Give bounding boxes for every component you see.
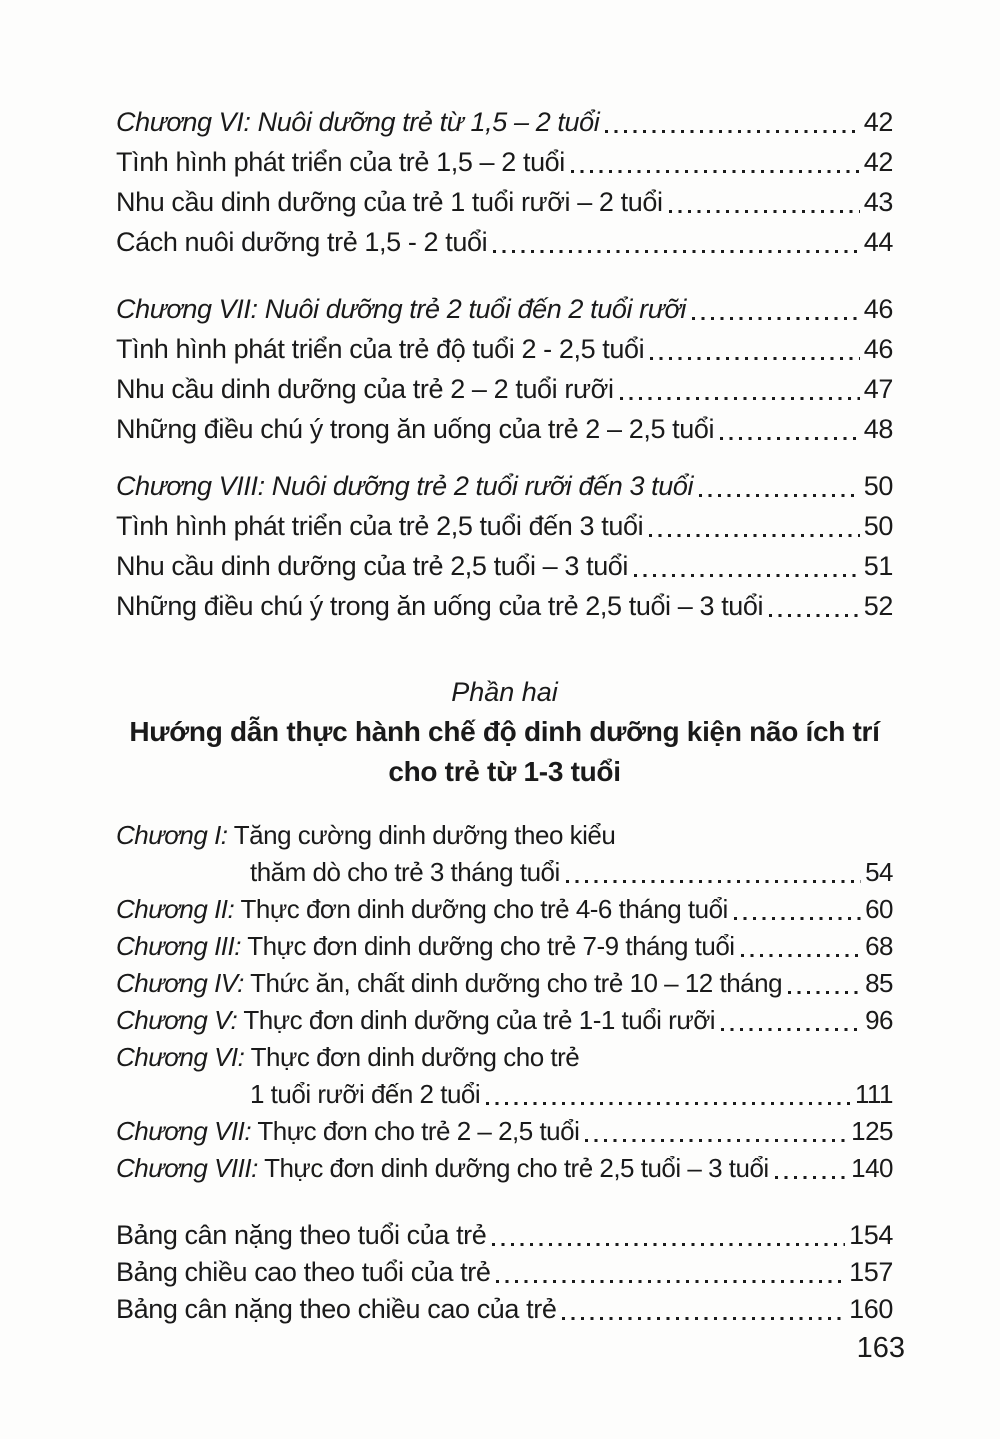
toc-entry bbox=[116, 586, 893, 626]
dot-leader bbox=[496, 1280, 845, 1283]
toc-entry-title: Tăng cường dinh dưỡng theo kiểu bbox=[227, 820, 616, 850]
toc-entry-chapter: Chương VIII: bbox=[116, 1153, 258, 1183]
toc-entry-title: Bảng cân nặng theo tuổi của trẻ bbox=[116, 1220, 487, 1250]
toc-entry bbox=[116, 1113, 893, 1150]
toc-entry bbox=[116, 289, 893, 329]
toc-group-chuong-vi bbox=[116, 102, 893, 262]
toc-entry-text bbox=[116, 102, 599, 142]
toc-part2-list bbox=[116, 817, 893, 1187]
toc-page-ref: 46 bbox=[863, 294, 893, 324]
toc-entry-chapter: Chương VII: bbox=[116, 1116, 252, 1146]
toc-entry bbox=[116, 1039, 893, 1076]
toc-entry-chapter: Chương I: bbox=[116, 820, 228, 850]
toc-entry bbox=[116, 182, 893, 222]
toc-entry-text bbox=[250, 1076, 480, 1113]
toc-page-ref: 85 bbox=[865, 968, 893, 998]
toc-entry-text bbox=[116, 329, 644, 369]
dot-leader bbox=[493, 250, 860, 253]
folio-page-number: 163 bbox=[856, 1332, 905, 1364]
toc-entry-title: 1 tuổi rưỡi đến 2 tuổi bbox=[250, 1079, 481, 1109]
toc-entry-text bbox=[116, 1217, 486, 1254]
toc-page-ref: 52 bbox=[863, 591, 893, 621]
toc-entry-chapter: Chương VIII: Nuôi dưỡng trẻ 2 tuổi rưỡi đến 3 tuổi bbox=[116, 471, 694, 501]
toc-page-ref: 60 bbox=[865, 894, 893, 924]
toc-entry-continuation bbox=[116, 854, 893, 891]
toc-entry bbox=[116, 546, 893, 586]
toc-entry-title: Thực đơn dinh dưỡng cho trẻ 7-9 tháng tuổi bbox=[240, 931, 735, 961]
toc-page-ref: 46 bbox=[863, 334, 893, 364]
toc-entry bbox=[116, 1150, 893, 1187]
toc-entry-text bbox=[116, 965, 782, 1002]
toc-page-ref: 44 bbox=[863, 227, 893, 257]
toc-entry-text bbox=[116, 466, 693, 506]
dot-leader bbox=[669, 210, 860, 213]
dot-leader bbox=[649, 534, 860, 537]
dot-leader bbox=[566, 880, 861, 883]
part-title-line2: cho trẻ từ 1-3 tuổi bbox=[388, 756, 621, 787]
dot-leader bbox=[620, 397, 860, 400]
toc-entry-title: Những điều chú ý trong ăn uống của trẻ 2 – 2,5 tuổi bbox=[116, 414, 715, 444]
toc-page-ref: 68 bbox=[865, 931, 893, 961]
toc-group-chuong-viii bbox=[116, 466, 893, 626]
dot-leader bbox=[585, 1139, 847, 1142]
toc-entry-text bbox=[116, 182, 663, 222]
toc-entry-title: Bảng chiều cao theo tuổi của trẻ bbox=[116, 1257, 491, 1287]
toc-page-ref: 154 bbox=[849, 1220, 893, 1250]
dot-leader bbox=[692, 317, 860, 320]
toc-entry-chapter: Chương V: bbox=[116, 1005, 238, 1035]
toc-entry-text bbox=[116, 1002, 715, 1039]
toc-entry bbox=[116, 1291, 893, 1328]
toc-entry-chapter: Chương III: bbox=[116, 931, 241, 961]
toc-entry-continuation bbox=[116, 1076, 893, 1113]
dot-leader bbox=[788, 991, 861, 994]
dot-leader bbox=[769, 614, 860, 617]
toc-entry-text bbox=[116, 506, 643, 546]
toc-entry-title: Nhu cầu dinh dưỡng của trẻ 1 tuổi rưỡi – 2 tuổi bbox=[116, 187, 663, 217]
toc-page-ref: 50 bbox=[863, 511, 893, 541]
toc-entry bbox=[116, 466, 893, 506]
dot-leader bbox=[720, 437, 860, 440]
toc-entry-text bbox=[116, 222, 487, 262]
dot-leader bbox=[571, 170, 860, 173]
toc-page-ref: 51 bbox=[863, 551, 893, 581]
toc-entry-title: Thức ăn, chất dinh dưỡng cho trẻ 10 – 12 tháng bbox=[243, 968, 783, 998]
toc-entry-title: Tình hình phát triển của trẻ 1,5 – 2 tuổi bbox=[116, 147, 565, 177]
toc-entry-title: Tình hình phát triển của trẻ 2,5 tuổi đến 3 tuổi bbox=[116, 511, 644, 541]
toc-page-ref: 50 bbox=[863, 471, 893, 501]
toc-entry-text bbox=[116, 409, 714, 449]
toc-entry-title: Những điều chú ý trong ăn uống của trẻ 2,5 tuổi – 3 tuổi bbox=[116, 591, 764, 621]
toc-entry bbox=[116, 222, 893, 262]
toc-entry bbox=[116, 1217, 893, 1254]
toc-page-ref: 160 bbox=[849, 1294, 893, 1324]
toc-entry-text bbox=[116, 1113, 579, 1150]
toc-entry-text bbox=[116, 1254, 490, 1291]
toc-entry-chapter: Chương VI: Nuôi dưỡng trẻ từ 1,5 – 2 tuổi bbox=[116, 107, 600, 137]
toc-entry-text bbox=[116, 369, 614, 409]
toc-page-ref: 54 bbox=[865, 857, 893, 887]
toc-page-ref: 47 bbox=[863, 374, 893, 404]
part-heading bbox=[116, 672, 893, 792]
dot-leader bbox=[492, 1243, 845, 1246]
dot-leader bbox=[650, 357, 860, 360]
toc-entry-title: Tình hình phát triển của trẻ độ tuổi 2 - 2,5 tuổi bbox=[116, 334, 645, 364]
toc-entry-chapter: Chương IV: bbox=[116, 968, 244, 998]
toc-entry bbox=[116, 329, 893, 369]
dot-leader bbox=[775, 1176, 847, 1179]
toc-page-ref: 111 bbox=[854, 1079, 893, 1109]
toc-entry-text bbox=[250, 854, 560, 891]
toc-entry-title: Thực đơn cho trẻ 2 – 2,5 tuổi bbox=[251, 1116, 580, 1146]
toc-entry-title: Thực đơn dinh dưỡng của trẻ 1-1 tuổi rưỡi bbox=[237, 1005, 716, 1035]
dot-leader bbox=[486, 1102, 851, 1105]
toc-entry-title: Bảng cân nặng theo chiều cao của trẻ bbox=[116, 1294, 557, 1324]
dot-leader bbox=[562, 1317, 845, 1320]
toc-entry-text bbox=[116, 891, 728, 928]
dot-leader bbox=[634, 574, 860, 577]
toc-entry-text bbox=[116, 1039, 579, 1076]
toc-entry-text bbox=[116, 546, 628, 586]
toc-group-chuong-vii bbox=[116, 289, 893, 449]
toc-page-ref: 140 bbox=[851, 1153, 893, 1183]
toc-entry-chapter: Chương VI: bbox=[116, 1042, 245, 1072]
toc-entry bbox=[116, 142, 893, 182]
toc-entry bbox=[116, 1002, 893, 1039]
toc-entry-title: Thực đơn dinh dưỡng cho trẻ bbox=[244, 1042, 580, 1072]
toc-page-ref: 96 bbox=[865, 1005, 893, 1035]
toc-entry-title: Thực đơn dinh dưỡng cho trẻ 4-6 tháng tuổi bbox=[234, 894, 728, 924]
toc-entry bbox=[116, 409, 893, 449]
part-kicker: Phần hai bbox=[451, 677, 558, 707]
toc-entry-text bbox=[116, 142, 565, 182]
toc-entry-title: Thực đơn dinh dưỡng cho trẻ 2,5 tuổi – 3 tuổi bbox=[257, 1153, 769, 1183]
toc-entry-title: Nhu cầu dinh dưỡng của trẻ 2,5 tuổi – 3 tuổi bbox=[116, 551, 629, 581]
toc-entry bbox=[116, 965, 893, 1002]
toc-entry bbox=[116, 102, 893, 142]
toc-entry-text bbox=[116, 928, 735, 965]
toc-page-ref: 42 bbox=[863, 107, 893, 137]
dot-leader bbox=[721, 1028, 861, 1031]
toc-entry-title: Nhu cầu dinh dưỡng của trẻ 2 – 2 tuổi rưỡi bbox=[116, 374, 614, 404]
toc-entry-title: Cách nuôi dưỡng trẻ 1,5 - 2 tuổi bbox=[116, 227, 488, 257]
toc-entry-text bbox=[116, 289, 686, 329]
toc-entry bbox=[116, 1254, 893, 1291]
toc-entry-text bbox=[116, 1291, 556, 1328]
toc-entry-chapter: Chương II: bbox=[116, 894, 235, 924]
toc-entry bbox=[116, 891, 893, 928]
dot-leader bbox=[741, 954, 862, 957]
toc-entry-text bbox=[116, 586, 763, 626]
dot-leader bbox=[734, 917, 861, 920]
toc-entry bbox=[116, 928, 893, 965]
toc-entry-text bbox=[116, 817, 615, 854]
toc-page-ref: 125 bbox=[851, 1116, 893, 1146]
toc-entry bbox=[116, 817, 893, 854]
toc-entry bbox=[116, 506, 893, 546]
toc-page-ref: 42 bbox=[863, 147, 893, 177]
toc-tables-list bbox=[116, 1217, 893, 1328]
toc-entry-title: thăm dò cho trẻ 3 tháng tuổi bbox=[250, 857, 560, 887]
toc-entry-chapter: Chương VII: Nuôi dưỡng trẻ 2 tuổi đến 2 tuổi rưỡi bbox=[116, 294, 686, 324]
toc-entry bbox=[116, 369, 893, 409]
toc-page-ref: 43 bbox=[863, 187, 893, 217]
dot-leader bbox=[699, 494, 860, 497]
toc-page-ref: 157 bbox=[849, 1257, 893, 1287]
toc-page-ref: 48 bbox=[863, 414, 893, 444]
part-title-line1: Hướng dẫn thực hành chế độ dinh dưỡng kiện não ích trí bbox=[129, 716, 880, 747]
dot-leader bbox=[605, 130, 859, 133]
toc-entry-text bbox=[116, 1150, 769, 1187]
